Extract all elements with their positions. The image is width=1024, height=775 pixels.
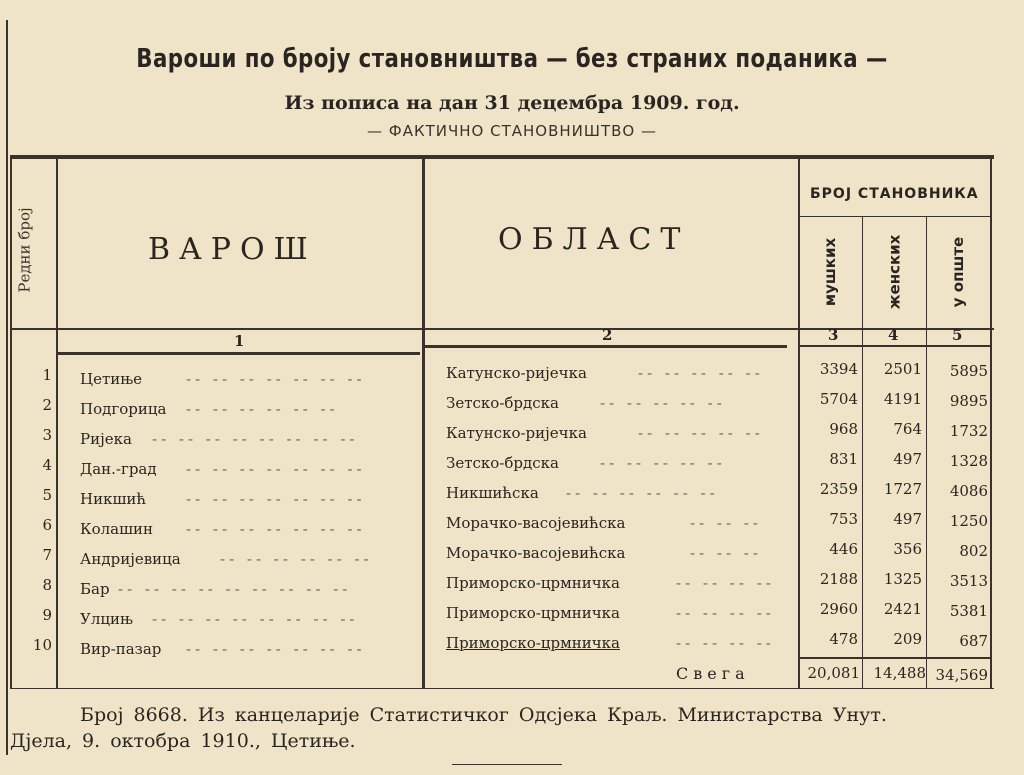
- male-count: 968: [829, 420, 858, 438]
- female-count: 497: [893, 450, 922, 468]
- total-count: 4086: [949, 482, 988, 500]
- leader-dots: -- -- -- -- -- --: [566, 484, 719, 502]
- row-index: 6: [42, 516, 52, 534]
- total-count: 9895: [949, 392, 988, 410]
- leader-dots: -- -- -- --: [676, 634, 775, 652]
- region-name: Приморско-црмничка: [446, 604, 621, 622]
- town-name: Бар: [80, 580, 110, 598]
- region-name: Зетско-брдска: [446, 454, 559, 472]
- row-index: 4: [42, 456, 52, 474]
- header-male: мушких: [821, 237, 839, 307]
- leader-dots: -- -- --: [690, 514, 762, 532]
- total-all: 34,569: [935, 666, 988, 684]
- header-female: женских: [885, 234, 904, 310]
- female-count: 356: [893, 540, 922, 558]
- total-male: 20,081: [807, 664, 860, 682]
- row-index: 2: [42, 396, 52, 414]
- region-name: Никшићска: [446, 484, 539, 502]
- male-count: 478: [829, 630, 858, 648]
- header-total: у опште: [949, 236, 967, 308]
- total-count: 5895: [949, 362, 988, 380]
- leader-dots: -- -- -- -- --: [638, 364, 764, 382]
- leader-dots: -- -- -- --: [676, 574, 775, 592]
- town-name: Цетиње: [80, 370, 143, 388]
- row-index: 3: [42, 426, 52, 444]
- total-count: 802: [959, 542, 988, 560]
- total-female: 14,488: [873, 664, 926, 682]
- table-top-border: [10, 155, 994, 159]
- header-ordinal: Редни број: [16, 207, 35, 293]
- numbers-col-rule: [800, 345, 992, 347]
- leader-dots: -- -- -- -- -- -- --: [186, 520, 366, 538]
- leader-dots: -- -- -- -- -- -- --: [186, 490, 366, 508]
- leader-dots: -- -- -- -- -- --: [186, 400, 339, 418]
- footer-note: [10, 702, 1000, 754]
- female-count: 2501: [883, 360, 922, 378]
- footer-line-1: Број 8668. Из канцеларије Статистичког Одсјека Краљ. Министарства Унут.: [80, 704, 887, 726]
- female-count: 1727: [883, 480, 922, 498]
- female-count: 764: [893, 420, 922, 438]
- leader-dots: -- -- -- -- -- -- -- -- --: [118, 580, 352, 598]
- region-name: Приморско-црмничка: [446, 574, 621, 592]
- male-count: 3394: [819, 360, 858, 378]
- town-name: Колашин: [80, 520, 154, 538]
- leader-dots: -- -- --: [690, 544, 762, 562]
- total-count: 1328: [949, 452, 988, 470]
- male-count: 2960: [819, 600, 858, 618]
- footer-rule: [452, 764, 562, 765]
- male-count: 2188: [819, 570, 858, 588]
- female-count: 2421: [883, 600, 922, 618]
- row-index: 10: [32, 636, 52, 654]
- total-count: 1732: [949, 422, 988, 440]
- column-number-3: 3: [828, 326, 839, 344]
- leader-dots: -- -- -- -- --: [600, 454, 726, 472]
- column-number-4: 4: [888, 326, 899, 344]
- row-index: 7: [42, 546, 52, 564]
- row-index: 1: [42, 366, 52, 384]
- row-index: 8: [42, 576, 52, 594]
- totals-label: Свега: [676, 664, 750, 683]
- leader-dots: -- -- -- -- -- -- --: [186, 460, 366, 478]
- leader-dots: -- -- -- -- --: [638, 424, 764, 442]
- town-name: Вир-пазар: [80, 640, 162, 658]
- town-name: Никшић: [80, 490, 147, 508]
- region-name: Катунско-ријечка: [446, 424, 587, 442]
- header-town: ВАРОШ: [148, 232, 317, 267]
- town-name: Андријевица: [80, 550, 181, 568]
- male-count: 831: [829, 450, 858, 468]
- female-count: 4191: [883, 390, 922, 408]
- population-header-rule: [800, 216, 992, 217]
- male-count: 2359: [819, 480, 858, 498]
- leader-dots: -- -- -- -- --: [600, 394, 726, 412]
- table-bottom-border: [10, 688, 994, 689]
- header-region: ОБЛАСТ: [498, 222, 690, 257]
- leader-dots: -- -- -- -- -- -- --: [186, 640, 366, 658]
- header-bottom-rule: [10, 328, 994, 330]
- town-name: Дан.-град: [80, 460, 157, 478]
- female-count: 497: [893, 510, 922, 528]
- total-count: 5381: [949, 602, 988, 620]
- town-col-rule: [58, 352, 420, 355]
- table-row: [0, 630, 1024, 666]
- male-count: 446: [829, 540, 858, 558]
- region-name: Зетско-брдска: [446, 394, 559, 412]
- region-name: Приморско-црмничка: [446, 634, 621, 652]
- column-number-1: 1: [234, 332, 245, 350]
- town-name: Подгорица: [80, 400, 167, 418]
- header-population: БРОЈ СТАНОВНИКА: [810, 186, 979, 202]
- leader-dots: -- -- -- -- -- -- --: [186, 370, 366, 388]
- male-count: 753: [829, 510, 858, 528]
- column-number-5: 5: [952, 326, 963, 344]
- town-name: Ријека: [80, 430, 132, 448]
- total-count: 687: [959, 632, 988, 650]
- region-col-rule: [425, 345, 787, 348]
- document-subtitle: Из пописа на дан 31 децембра 1909. год.: [284, 92, 740, 114]
- leader-dots: -- -- -- --: [676, 604, 775, 622]
- row-index: 5: [42, 486, 52, 504]
- leader-dots: -- -- -- -- -- -- -- --: [152, 610, 359, 628]
- town-name: Улцињ: [80, 610, 133, 628]
- female-count: 209: [893, 630, 922, 648]
- female-count: 1325: [883, 570, 922, 588]
- document-subsubtitle: — ФАКТИЧНО СТАНОВНИШТВО —: [367, 122, 657, 140]
- leader-dots: -- -- -- -- -- -- -- --: [152, 430, 359, 448]
- region-name: Морачко-васојевићска: [446, 544, 626, 562]
- male-count: 5704: [819, 390, 858, 408]
- region-name: Катунско-ријечка: [446, 364, 587, 382]
- total-count: 3513: [949, 572, 988, 590]
- region-name: Морачко-васојевићска: [446, 514, 626, 532]
- total-count: 1250: [949, 512, 988, 530]
- leader-dots: -- -- -- -- -- --: [220, 550, 373, 568]
- document-title: Вароши по броју становништва — без страних поданика —: [136, 44, 888, 74]
- footer-line-2: Дјела, 9. октобра 1910., Цетиње.: [10, 730, 356, 752]
- row-index: 9: [42, 606, 52, 624]
- column-number-2: 2: [602, 326, 613, 344]
